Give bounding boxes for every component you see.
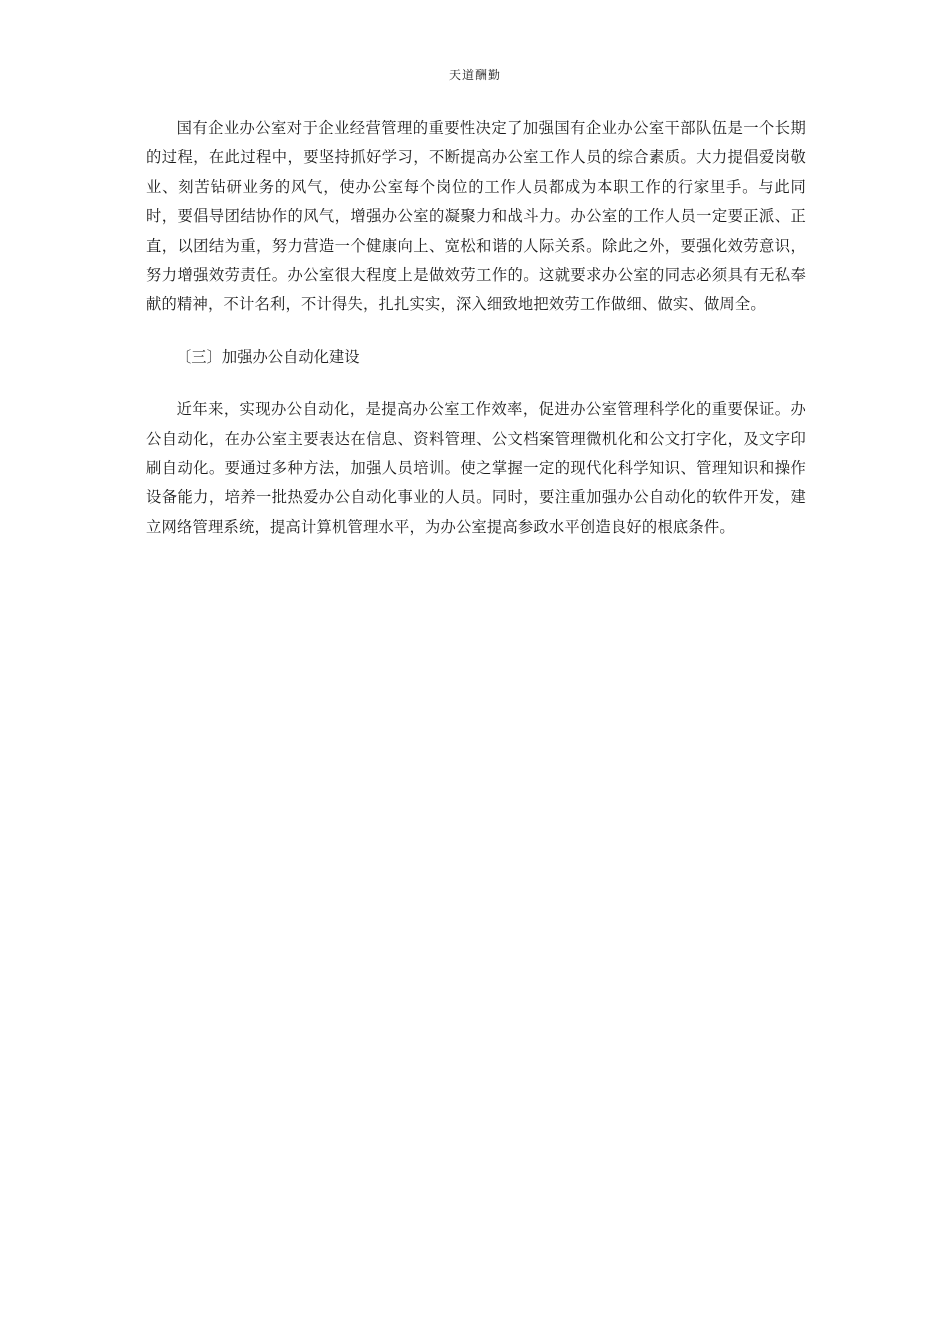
document-body [146, 114, 806, 542]
body-paragraph-1: 国有企业办公室对于企业经营管理的重要性决定了加强国有企业办公室干部队伍是一个长期的过程，在此过程中，要坚持抓好学习，不断提高办公室工作人员的综合素质。大力提倡爱岗敬业、刻苦钻研业务的风气，使办公室每个岗位的工作人员都成为本职工作的行家里手。与此同时，要倡导团结协作的风气，增强办公室的凝聚力和战斗力。办公室的工作人员一定要正派、正直，以团结为重，努力营造一个健康向上、宽松和谐的人际关系。除此之外，要强化效劳意识，努力增强效劳责任。办公室很大程度上是做效劳工作的。这就要求办公室的同志必须具有无私奉献的精神，不计名利，不计得失，扎扎实实，深入细致地把效劳工作做细、做实、做周全。 [146, 119, 806, 314]
body-paragraph-2: 近年来，实现办公自动化，是提高办公室工作效率，促进办公室管理科学化的重要保证。办公自动化，在办公室主要表达在信息、资料管理、公文档案管理微机化和公文打字化，及文字印刷自动化。要通过多种方法，加强人员培训。使之掌握一定的现代化科学知识、管理知识和操作设备能力，培养一批热爱办公自动化事业的人员。同时，要注重加强办公自动化的软件开发，建立网络管理系统，提高计算机管理水平，为办公室提高参政水平创造良好的根底条件。 [146, 400, 806, 536]
section-heading: 〔三〕加强办公自动化建设 [176, 347, 360, 366]
page-header: 天道酬勤 [448, 68, 501, 82]
